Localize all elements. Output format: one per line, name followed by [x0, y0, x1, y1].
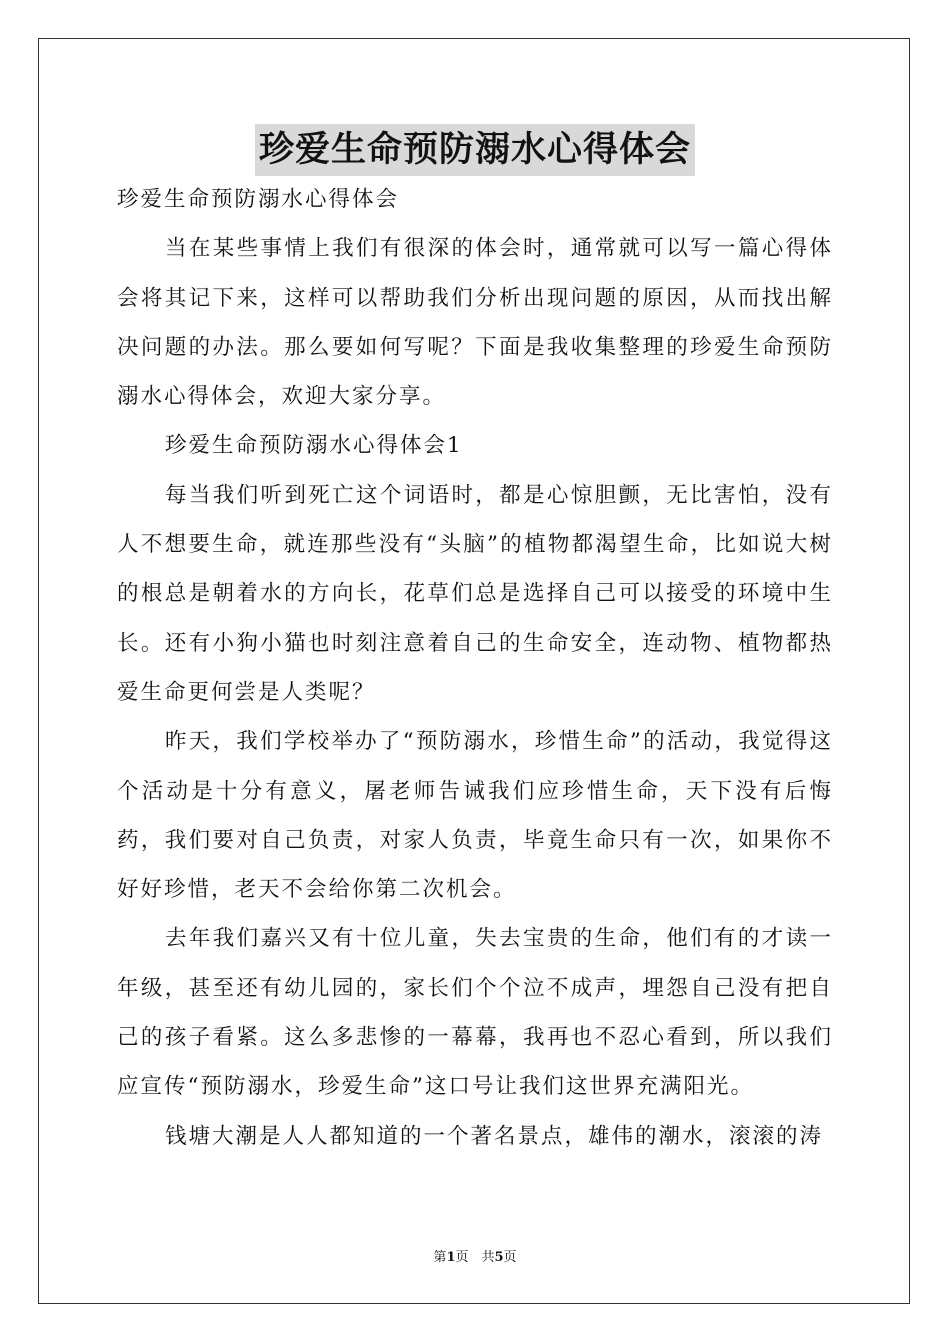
paragraph: 昨天，我们学校举办了“预防溺水，珍惜生命”的活动，我觉得这个活动是十分有意义，屠老师告诫我们应珍惜生命，天下没有后悔药，我们要对自己负责，对家人负责，毕竟生命只有一次，如果你不好好珍惜，老天不会给你第二次机会。 [117, 729, 833, 903]
document-body [117, 175, 833, 1161]
document-title-wrapper [0, 124, 950, 176]
paragraph: 钱塘大潮是人人都知道的一个著名景点，雄伟的潮水，滚滚的涛 [165, 1123, 824, 1149]
page-footer [0, 1246, 950, 1265]
document-title: 珍爱生命预防溺水心得体会 [255, 124, 695, 176]
paragraph: 每当我们听到死亡这个词语时，都是心惊胆颤，无比害怕，没有人不想要生命，就连那些没有“头脑”的植物都渴望生命，比如说大树的根总是朝着水的方向长，花草们总是选择自己可以接受的环境中生长。还有小狗小猫也时刻注意着自己的生命安全，连动物、植物都热爱生命更何尝是人类呢？ [117, 482, 833, 705]
section-heading: 珍爱生命预防溺水心得体会1 [165, 433, 463, 459]
paragraph: 当在某些事情上我们有很深的体会时，通常就可以写一篇心得体会将其记下来，这样可以帮助我们分析出现问题的原因，从而找出解决问题的办法。那么要如何写呢？下面是我收集整理的珍爱生命预防溺水心得体会，欢迎大家分享。 [117, 236, 833, 410]
page-number-prefix: 第 [433, 1250, 447, 1265]
page-number-suffix: 页 [503, 1250, 517, 1265]
total-page-count: 5 [494, 1250, 504, 1265]
paragraph: 珍爱生命预防溺水心得体会 [117, 187, 400, 212]
paragraph: 去年我们嘉兴又有十位儿童，失去宝贵的生命，他们有的才读一年级，甚至还有幼儿园的，家长们个个泣不成声，埋怨自己没有把自己的孩子看紧。这么多悲惨的一幕幕，我再也不忍心看到，所以我们应宣传“预防溺水，珍爱生命”这口号让我们这世界充满阳光。 [117, 926, 833, 1100]
current-page-number: 1 [446, 1250, 456, 1265]
page-number-middle: 页 共 [455, 1250, 495, 1265]
